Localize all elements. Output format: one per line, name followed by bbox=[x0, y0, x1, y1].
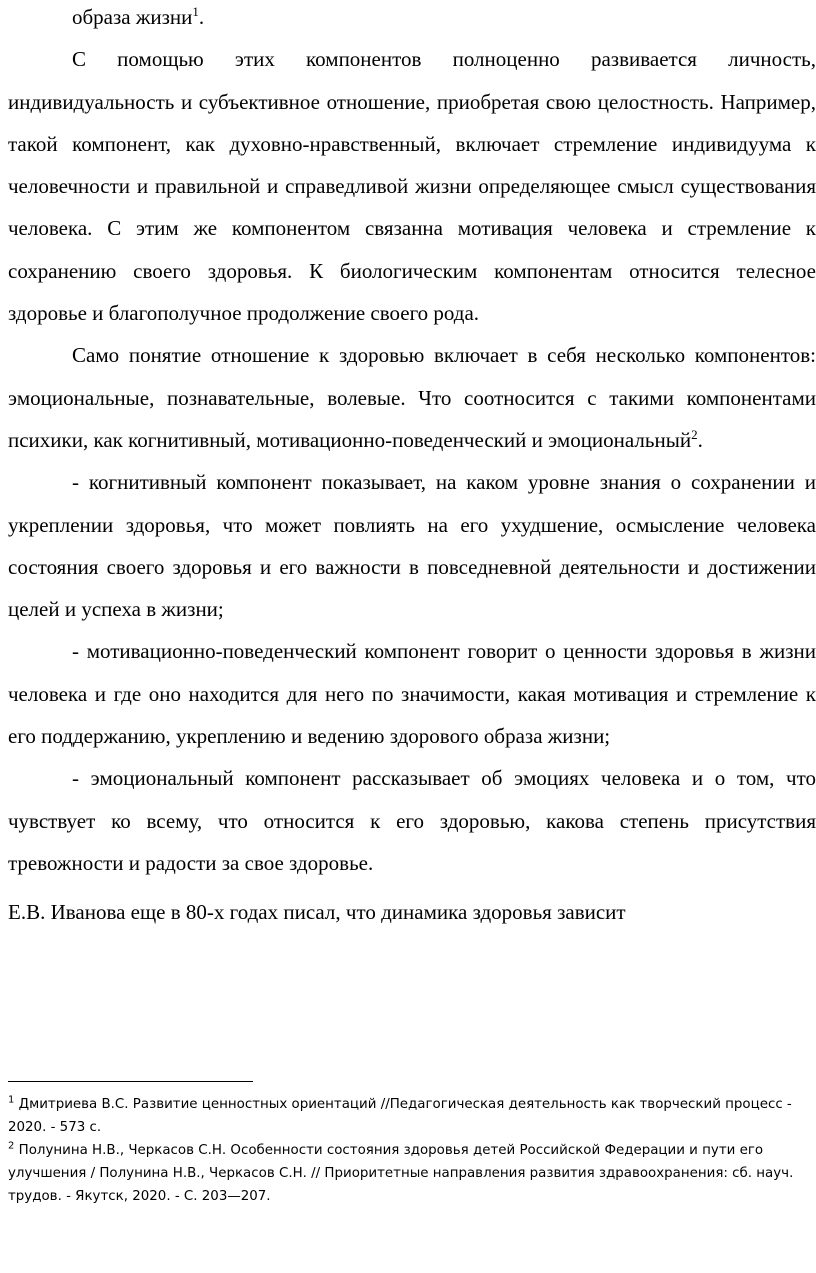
paragraph-text: - когнитивный компонент показывает, на каком уровне знания о сохранении и укреплении здоровья, что может повлиять на его ухудшение, осмысление человека состояния своего здоровья и его важности в повседневной деятельности и достижении целей и успеха в жизни; bbox=[8, 470, 816, 622]
paragraph-text: Само понятие отношение к здоровью включает в себя несколько компонентов: эмоциональные, познавательные, волевые. Что соотносится с такими компонентами психики, как когнитивный, мотивационно-поведенческий и эмоциональный bbox=[8, 343, 816, 452]
paragraph-text: - мотивационно-поведенческий компонент говорит о ценности здоровья в жизни человека и где оно находится для него по значимости, какая мотивация и стремление к его поддержанию, укреплению и ведению здорового образа жизни; bbox=[8, 639, 816, 749]
footnote-1 bbox=[8, 1093, 810, 1139]
paragraph-health-attitude bbox=[8, 334, 816, 461]
footnote-ref-2[interactable]: 2 bbox=[691, 426, 698, 442]
paragraph-continuation bbox=[8, 0, 816, 38]
paragraph-text: образа жизни bbox=[72, 5, 193, 29]
paragraph-text: Е.В. Иванова еще в 80-х годах писал, что динамика здоровья зависит bbox=[8, 900, 626, 925]
paragraph-emotional bbox=[8, 757, 816, 884]
punctuation: . bbox=[697, 427, 703, 452]
paragraph-text: С помощью этих компонентов полноценно развивается личность, индивидуальность и субъективное отношение, приобретая свою целостность. Например, такой компонент, как духовно-нравственный, включает стремление индивидуума к человечности и правильной и справедливой жизни определяющее смысл существования человека. С этим же компонентом связанна мотивация человека и стремление к сохранению своего здоровья. К биологическим компонентам относится телесное здоровье и благополучное продолжение своего рода. bbox=[8, 47, 816, 326]
punctuation: . bbox=[198, 5, 205, 29]
footnote-mark: 2 bbox=[8, 1140, 15, 1152]
footnote-separator bbox=[8, 1081, 253, 1082]
footnote-text: Дмитриева В.С. Развитие ценностных ориентаций //Педагогическая деятельность как творческий процесс - 2020. - 573 с. bbox=[8, 1097, 792, 1135]
footnote-ref-1[interactable]: 1 bbox=[192, 4, 199, 19]
footnote-mark: 1 bbox=[8, 1094, 15, 1106]
footnotes bbox=[8, 1093, 810, 1208]
paragraph-cognitive bbox=[8, 461, 816, 630]
paragraph-ivanova bbox=[8, 890, 816, 934]
paragraph-motivational bbox=[8, 630, 816, 757]
footnote-text: Полунина Н.В., Черкасов С.Н. Особенности состояния здоровья детей Российской Федерации и пути его улучшения / Полунина Н.В., Черкасов С.Н. // Приоритетные направления развития здравоохранения: сб. науч. трудов. - Якутск, 2020. - С. 203—207. bbox=[8, 1143, 794, 1204]
footnote-2 bbox=[8, 1139, 810, 1208]
body-text bbox=[8, 0, 816, 934]
paragraph-text: - эмоциональный компонент рассказывает об эмоциях человека и о том, что чувствует ко всему, что относится к его здоровью, какова степень присутствия тревожности и радости за свое здоровье. bbox=[8, 766, 816, 875]
paragraph-components bbox=[8, 38, 816, 334]
